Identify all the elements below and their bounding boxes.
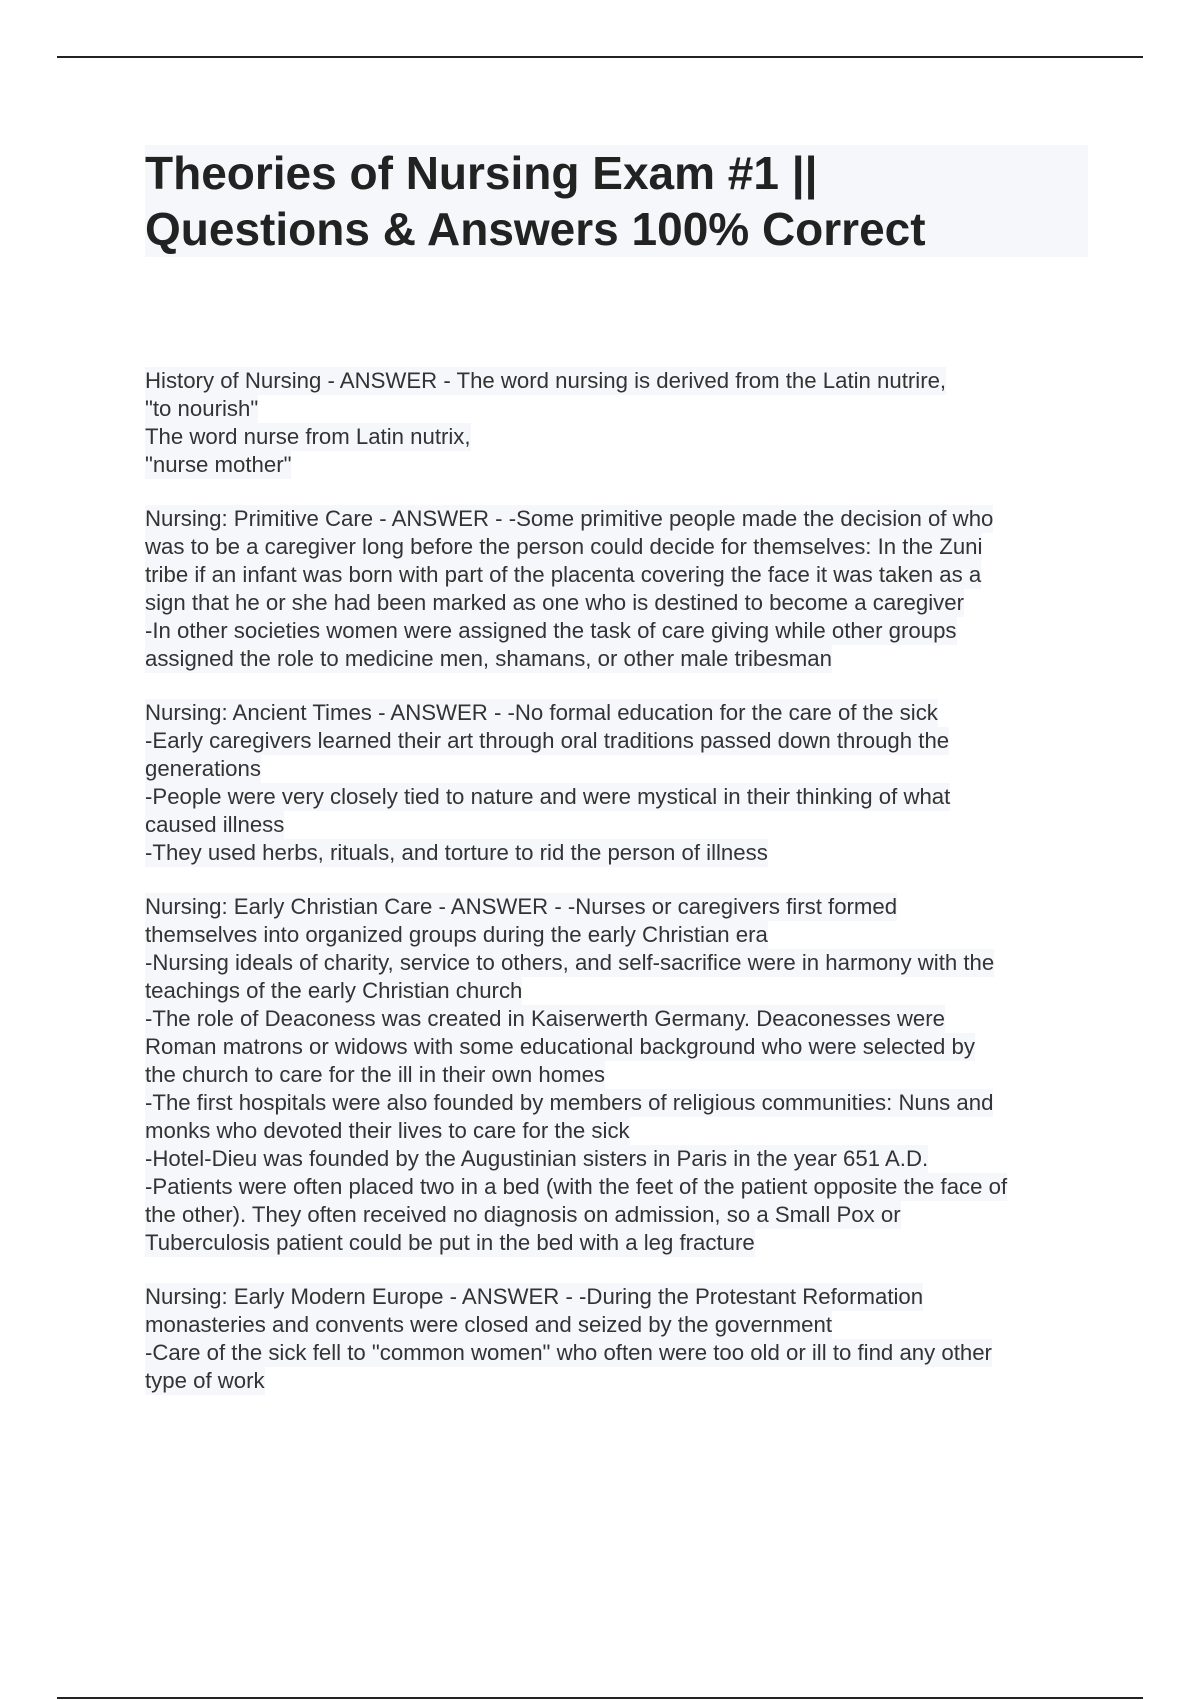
qa-line: -The role of Deaconess was created in Kaiserwerth Germany. Deaconesses were	[145, 1006, 945, 1031]
qa-line: sign that he or she had been marked as one who is destined to become a caregiver	[145, 590, 964, 615]
qa-line: Nursing: Early Modern Europe - ANSWER - -During the Protestant Reformation	[145, 1284, 924, 1309]
qa-line: -Care of the sick fell to "common women" who often were too old or ill to find any other	[145, 1340, 992, 1365]
qa-line: themselves into organized groups during the early Christian era	[145, 922, 768, 947]
qa-line: type of work	[145, 1368, 265, 1393]
qa-content	[145, 367, 1095, 1421]
qa-line: History of Nursing - ANSWER - The word nursing is derived from the Latin nutrire,	[145, 368, 947, 393]
qa-line: generations	[145, 756, 261, 781]
qa-line: -They used herbs, rituals, and torture to rid the person of illness	[145, 840, 768, 865]
title-line-2: Questions & Answers 100% Correct	[145, 203, 926, 255]
qa-line: the other). They often received no diagnosis on admission, so a Small Pox or	[145, 1202, 901, 1227]
qa-entry	[145, 367, 1095, 479]
qa-line: Nursing: Primitive Care - ANSWER - -Some primitive people made the decision of who	[145, 506, 994, 531]
qa-line: -People were very closely tied to nature and were mystical in their thinking of what	[145, 784, 951, 809]
title-line-1: Theories of Nursing Exam #1 ||	[145, 147, 818, 199]
qa-line: -Early caregivers learned their art through oral traditions passed down through the	[145, 728, 950, 753]
qa-line: assigned the role to medicine men, shamans, or other male tribesman	[145, 646, 832, 671]
top-rule	[57, 56, 1143, 58]
qa-line: -Hotel-Dieu was founded by the Augustinian sisters in Paris in the year 651 A.D.	[145, 1146, 929, 1171]
qa-entry	[145, 1283, 1095, 1395]
document-title	[145, 145, 1088, 257]
qa-line: the church to care for the ill in their own homes	[145, 1062, 606, 1087]
qa-line: teachings of the early Christian church	[145, 978, 523, 1003]
qa-line: -Nursing ideals of charity, service to others, and self-sacrifice were in harmony with the	[145, 950, 995, 975]
qa-line: The word nurse from Latin nutrix,	[145, 424, 471, 449]
qa-line: Nursing: Early Christian Care - ANSWER - -Nurses or caregivers first formed	[145, 894, 898, 919]
qa-line: -Patients were often placed two in a bed (with the feet of the patient opposite the face of	[145, 1174, 1008, 1199]
qa-line: tribe if an infant was born with part of the placenta covering the face it was taken as a	[145, 562, 982, 587]
qa-line: monasteries and convents were closed and seized by the government	[145, 1312, 832, 1337]
qa-line: "to nourish"	[145, 396, 259, 421]
qa-entry	[145, 893, 1095, 1257]
qa-entry	[145, 505, 1095, 673]
qa-entry	[145, 699, 1095, 867]
qa-line: "nurse mother"	[145, 452, 292, 477]
qa-line: -In other societies women were assigned the task of care giving while other groups	[145, 618, 957, 643]
qa-line: caused illness	[145, 812, 285, 837]
qa-line: Roman matrons or widows with some educational background who were selected by	[145, 1034, 975, 1059]
qa-line: monks who devoted their lives to care for the sick	[145, 1118, 630, 1143]
qa-line: Tuberculosis patient could be put in the bed with a leg fracture	[145, 1230, 755, 1255]
bottom-rule	[57, 1697, 1143, 1699]
qa-line: Nursing: Ancient Times - ANSWER - -No formal education for the care of the sick	[145, 700, 938, 725]
qa-line: was to be a caregiver long before the person could decide for themselves: In the Zuni	[145, 534, 983, 559]
qa-line: -The first hospitals were also founded by members of religious communities: Nuns and	[145, 1090, 994, 1115]
